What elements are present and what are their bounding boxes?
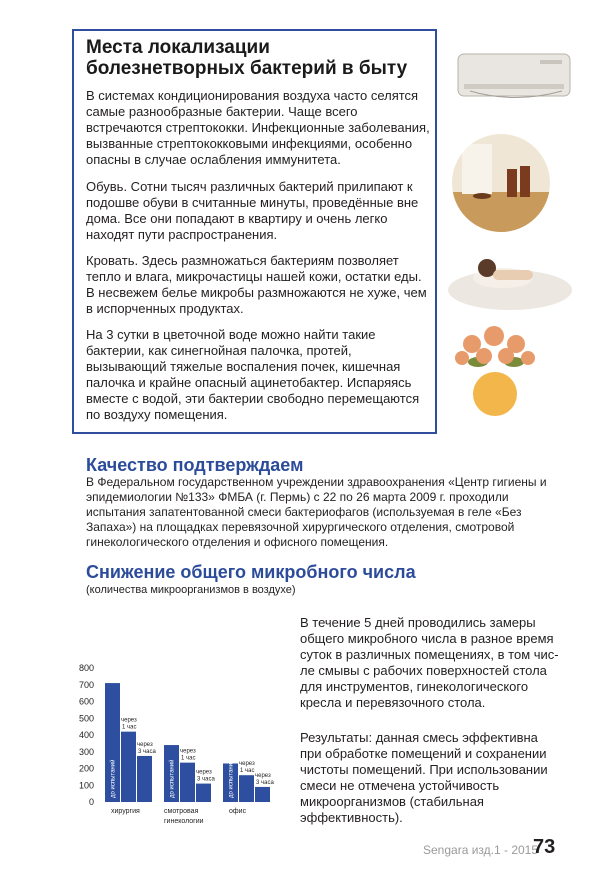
y-tick-label: 800 [78, 663, 94, 673]
quality-title: Качество подтверждаем [86, 455, 304, 475]
y-tick-label: 0 [88, 797, 94, 807]
measurement-text: В течение 5 дней проводились замеры общего микробного числа в разное время суток в различных помещениях, в том чис-ле смывы с рабочих поверхностей стола для инструментов, гинекологического кресла и перевязочного стола. [300, 615, 559, 710]
category-label: смотровая [164, 808, 199, 815]
chart-bar [255, 787, 270, 802]
chart-bar [137, 756, 152, 802]
chart-bar [239, 775, 254, 802]
bed-image [445, 242, 575, 314]
bar-label: через [121, 717, 137, 724]
quality-text: В Федеральном государственном учреждении здравоохранения «Центр гигиены и эпидемиологии №133» ФМБА (г. Пермь) с 22 по 26 марта 2009 г. проходили испытания запатентованной смеси бактериофагов (используемая в геле «Без Запаха») на площадках перевязочной хирургического отделения, смотровой гинекологического отделения и офисного помещения. [86, 475, 547, 549]
page-number: 73 [533, 836, 556, 858]
bar-label: через [239, 761, 255, 768]
chart-bar [180, 763, 195, 802]
y-tick-label: 300 [78, 746, 94, 757]
reduction-title: Снижение общего микробного числа [86, 562, 416, 582]
bar-label: через [180, 748, 196, 755]
y-tick-label: 100 [78, 780, 94, 791]
y-tick-label: 600 [78, 696, 94, 707]
air-conditioner-image [450, 44, 575, 112]
chart-bar [121, 732, 136, 802]
bar-chart [68, 660, 288, 825]
flowers-image [448, 322, 543, 422]
paragraph-shoes: Обувь. Сотни тысяч различных бактерий прилипают к подошве обуви в считанные минуты, проведённые вне дома. Все они попадают в квартиру и очень легко находят пути распространения. [86, 179, 419, 242]
footer-edition: Sengara изд.1 - 2015 [423, 843, 539, 857]
shoes-image [452, 134, 550, 232]
results-text: Результаты: данная смесь эффективна при обработке помещений и сохранении чистоты помещений. При использовании смеси не отмечена устойчивость микроорганизмов (стабильная эффективность). [300, 730, 548, 825]
y-tick-label: 200 [78, 763, 94, 774]
category-label: хирургия [111, 808, 140, 815]
bar-label: через [255, 772, 271, 779]
bar-label: 3 часа [197, 776, 215, 783]
bar-label: 3 часа [138, 748, 156, 755]
bar-label: до испытаний [110, 759, 117, 798]
paragraph-bed: Кровать. Здесь размножаться бактериям позволяет тепло и влага, микрочастицы нашей кожи, остатки еды. В несвежем белье микробы размножаются не хуже, чем в испорченных продуктах. [86, 253, 427, 316]
paragraph-air-conditioning: В системах кондиционирования воздуха часто селятся самые разнообразные бактерии. Чаще всего встречаются стрептококки. Инфекционные заболевания, вызванные стрептококковыми инфекциями, особенно опасны в случае ослабления иммунитета. [86, 88, 430, 167]
bar-label: через [137, 741, 153, 748]
y-tick-label: 400 [78, 730, 94, 740]
bar-label: через [196, 769, 212, 776]
paragraph-flowers: На 3 сутки в цветочной воде можно найти такие бактерии, как синегнойная палочка, протей, вызывающий тяжелые воспаления почек, кишечная палочка и крайне опасный ацинетобактер. Испаряясь вместе с водой, эти бактерии свободно перемещаются по воздуху помещения. [86, 327, 420, 422]
chart-bar [196, 784, 211, 802]
bar-label: до испытаний [169, 759, 176, 798]
y-tick-label: 500 [78, 713, 94, 724]
bar-label: 1 час [240, 768, 255, 775]
category-label: гинекологии [164, 818, 204, 825]
y-tick-label: 700 [78, 679, 94, 690]
bar-label: 3 часа [256, 779, 274, 786]
bar-label: 1 час [122, 724, 137, 731]
category-label: офис [229, 808, 247, 815]
reduction-subtitle: (количества микроорганизмов в воздухе) [86, 584, 296, 596]
bar-label: 1 час [181, 755, 196, 762]
bar-label: до испытаний [228, 759, 235, 798]
box-title: Места локализации болезнетворных бактерий в быту [86, 37, 408, 79]
